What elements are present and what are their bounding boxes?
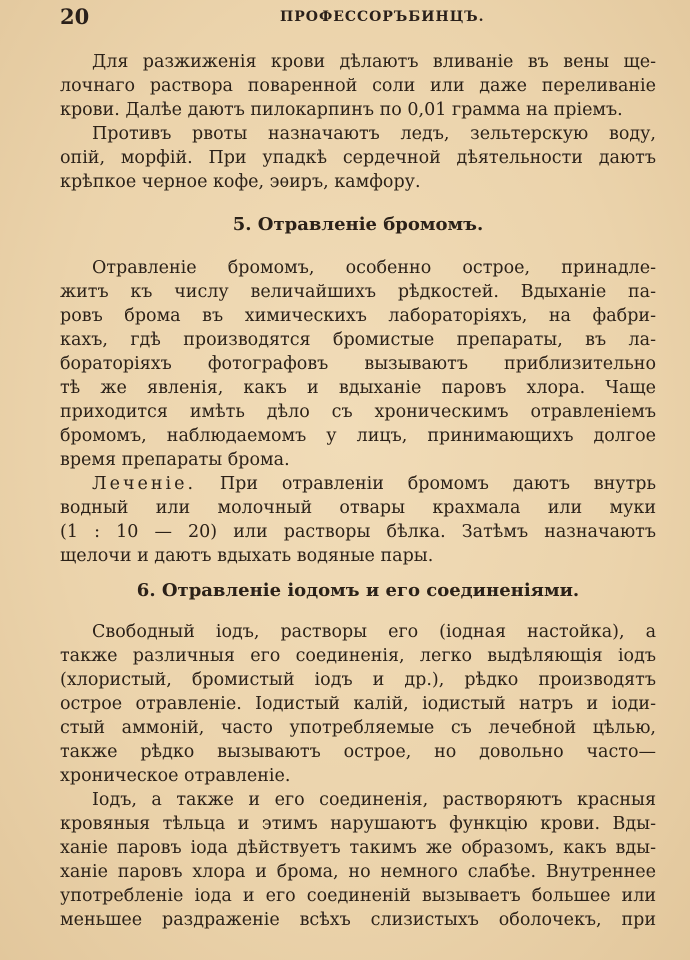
text-line: Противъ рвоты назначаютъ ледъ, зельтерскую воду,: [92, 124, 656, 144]
text-line: (хлористый, бромистый іодъ и др.), рѣдко производятъ: [60, 670, 656, 690]
page-number: 20: [60, 4, 90, 29]
text-line: бораторіяхъ фотографовъ вызываютъ приблизительно: [60, 354, 656, 374]
text-line: употребленіе іода и его соединеній вызываетъ большее или: [60, 886, 656, 906]
text-line: Леченіе. При отравленіи бромомъ даютъ внутрь: [92, 474, 656, 494]
text-line: Отравленіе бромомъ, особенно острое, принадле-: [92, 258, 656, 278]
text-line: бромомъ, наблюдаемомъ у лицъ, принимающихъ долгое: [60, 426, 656, 446]
text-line: также рѣдко вызываютъ острое, но довольно часто—: [60, 742, 656, 762]
text-line: опій, морфій. При упадкѣ сердечной дѣятельности даютъ: [60, 148, 656, 168]
text-line: острое отравленіе. Іодистый калій, іодистый натръ и іоди-: [60, 694, 656, 714]
text-line: Іодъ, а также и его соединенія, растворяютъ красныя: [92, 790, 656, 810]
text-line: Свободный іодъ, растворы его (іодная настойка), а: [92, 622, 656, 642]
text-line: также различныя его соединенія, легко выдѣляющія іодъ: [60, 646, 656, 666]
text-line: тѣ же явленія, какъ и вдыханіе паровъ хлора. Чаще: [60, 378, 656, 398]
text-line: водный или молочный отвары крахмала или муки: [60, 498, 656, 518]
text-line: (1 : 10 — 20) или растворы бѣлка. Затѣмъ назначаютъ: [60, 522, 656, 542]
text-line: приходится имѣть дѣло съ хроническимъ отравленіемъ: [60, 402, 656, 422]
section-heading-bromine: 5. Отравленіе бромомъ.: [232, 214, 484, 235]
text-line: меньшее раздраженіе всѣхъ слизистыхъ оболочекъ, при: [60, 910, 656, 930]
text-line: житъ къ числу величайшихъ рѣдкостей. Вдыханіе па-: [60, 282, 656, 302]
text-line: ханіе паровъ іода дѣйствуетъ такимъ же образомъ, какъ вды-: [60, 838, 656, 858]
text-line: крѣпкое черное кофе, эѳиръ, камфору.: [60, 172, 421, 192]
text-line: лочнаго раствора поваренной соли или даже переливаніе: [60, 76, 656, 96]
section-heading-iodine: 6. Отравленіе іодомъ и его соединеніями.: [136, 580, 580, 601]
text-line: крови. Далѣе даютъ пилокарпинъ по 0,01 грамма на пріемъ.: [60, 100, 623, 120]
text-line: хроническое отравленіе.: [60, 766, 291, 786]
treatment-word: Леченіе.: [92, 474, 197, 494]
text-line: ровъ брома въ химическихъ лабораторіяхъ, на фабри-: [60, 306, 656, 326]
running-title: ПРОФЕССОРЪБИНЦЪ.: [280, 9, 485, 25]
text-line: щелочи и даютъ вдыхать водяные пары.: [60, 546, 434, 566]
text-line: кровяныя тѣльца и этимъ нарушаютъ функцію крови. Вды-: [60, 814, 656, 834]
text-line: кахъ, гдѣ производятся бромистые препараты, въ ла-: [60, 330, 656, 350]
text-line: время препараты брома.: [60, 450, 290, 470]
text-line: стый аммоній, часто употребляемые съ лечебной цѣлью,: [60, 718, 656, 738]
text-line: Для разжиженія крови дѣлаютъ вливаніе въ вены ще-: [92, 52, 656, 72]
text-line: ханіе паровъ хлора и брома, но немного слабѣе. Внутреннее: [60, 862, 656, 882]
